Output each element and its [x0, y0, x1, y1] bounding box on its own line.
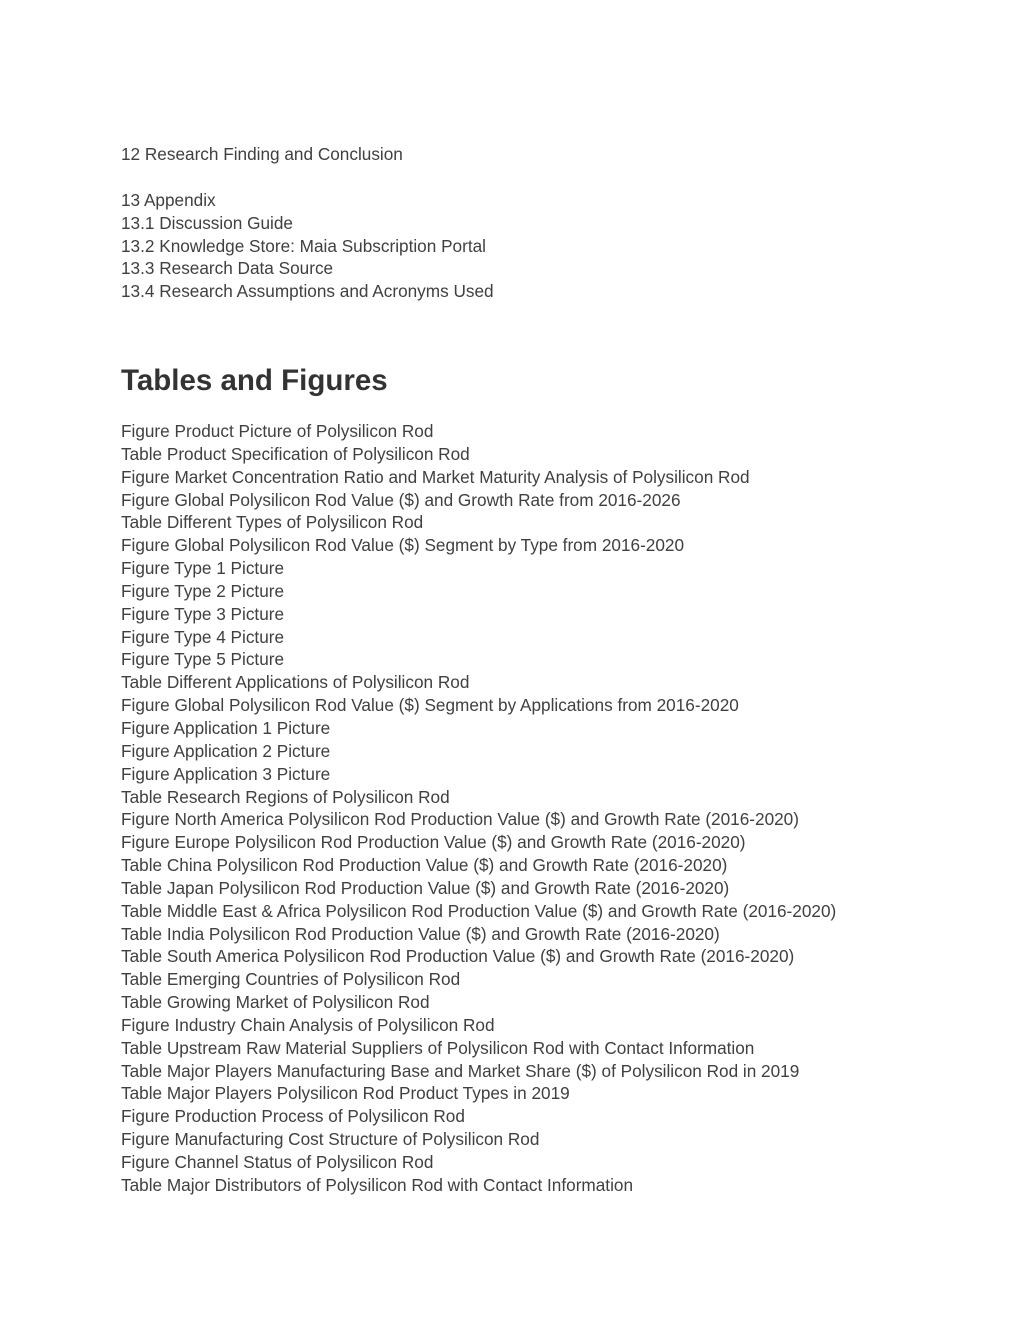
toc-chapter-13: 13 Appendix — [121, 189, 216, 210]
figure-list-item: Figure Type 1 Picture — [121, 558, 285, 579]
figure-list-item: Figure Type 5 Picture — [121, 649, 285, 670]
figure-list-item: Figure Type 3 Picture — [121, 603, 285, 624]
figure-list-item: Figure Global Polysilicon Rod Value ($) Segment by Type from 2016-2020 — [121, 535, 685, 556]
figure-list-item: Table Different Types of Polysilicon Rod — [121, 512, 424, 533]
figure-list-item: Figure North America Polysilicon Rod Production Value ($) and Growth Rate (2016-2020) — [121, 809, 799, 830]
figure-list-item: Table Middle East & Africa Polysilicon Rod Production Value ($) and Growth Rate (2016-2020) — [121, 900, 837, 921]
tables-and-figures-list — [121, 420, 981, 1197]
figure-list-item: Figure Application 1 Picture — [121, 717, 331, 738]
figure-list-item: Figure Global Polysilicon Rod Value ($) and Growth Rate from 2016-2026 — [121, 489, 681, 510]
figure-list-item: Figure Market Concentration Ratio and Market Maturity Analysis of Polysilicon Rod — [121, 466, 750, 487]
figure-list-item: Table South America Polysilicon Rod Production Value ($) and Growth Rate (2016-2020) — [121, 946, 795, 967]
figure-list-item: Table Research Regions of Polysilicon Rod — [121, 786, 450, 807]
toc-item: 13.2 Knowledge Store: Maia Subscription Portal — [121, 235, 486, 256]
toc-chapter-12: 12 Research Finding and Conclusion — [121, 144, 403, 164]
figure-list-item: Figure Global Polysilicon Rod Value ($) Segment by Applications from 2016-2020 — [121, 695, 739, 716]
figure-list-item: Table Emerging Countries of Polysilicon Rod — [121, 969, 461, 990]
toc-item: 13.1 Discussion Guide — [121, 212, 293, 233]
figure-list-item: Table Growing Market of Polysilicon Rod — [121, 992, 430, 1013]
figure-list-item: Table China Polysilicon Rod Production Value ($) and Growth Rate (2016-2020) — [121, 855, 728, 876]
figure-list-item: Figure Type 4 Picture — [121, 626, 285, 647]
figure-list-item: Figure Manufacturing Cost Structure of Polysilicon Rod — [121, 1129, 540, 1150]
figure-list-item: Figure Application 2 Picture — [121, 740, 331, 761]
figure-list-item: Table Japan Polysilicon Rod Production Value ($) and Growth Rate (2016-2020) — [121, 877, 730, 898]
figure-list-item: Table Different Applications of Polysilicon Rod — [121, 672, 470, 693]
figure-list-item: Table Major Players Polysilicon Rod Product Types in 2019 — [121, 1083, 570, 1104]
figure-list-item: Figure Europe Polysilicon Rod Production Value ($) and Growth Rate (2016-2020) — [121, 832, 746, 853]
figure-list-item: Figure Production Process of Polysilicon Rod — [121, 1106, 465, 1127]
figure-list-item: Table Product Specification of Polysilicon Rod — [121, 443, 470, 464]
figure-list-item: Figure Industry Chain Analysis of Polysilicon Rod — [121, 1014, 495, 1035]
table-of-contents — [121, 143, 981, 303]
toc-item: 13.4 Research Assumptions and Acronyms Used — [121, 281, 494, 302]
figure-list-item: Figure Type 2 Picture — [121, 580, 285, 601]
figure-list-item: Table Major Players Manufacturing Base and Market Share ($) of Polysilicon Rod in 2019 — [121, 1060, 800, 1081]
toc-item: 13.3 Research Data Source — [121, 258, 334, 279]
tables-and-figures-heading: Tables and Figures — [121, 364, 388, 397]
figure-list-item: Figure Channel Status of Polysilicon Rod — [121, 1152, 434, 1172]
figure-list-item: Figure Product Picture of Polysilicon Rod — [121, 421, 434, 441]
figure-list-item: Table Upstream Raw Material Suppliers of Polysilicon Rod with Contact Information — [121, 1037, 755, 1058]
figure-list-item: Table Major Distributors of Polysilicon Rod with Contact Information — [121, 1174, 634, 1195]
figure-list-item: Figure Application 3 Picture — [121, 763, 331, 784]
toc-spacer — [121, 166, 981, 189]
figure-list-item: Table India Polysilicon Rod Production Value ($) and Growth Rate (2016-2020) — [121, 923, 720, 944]
